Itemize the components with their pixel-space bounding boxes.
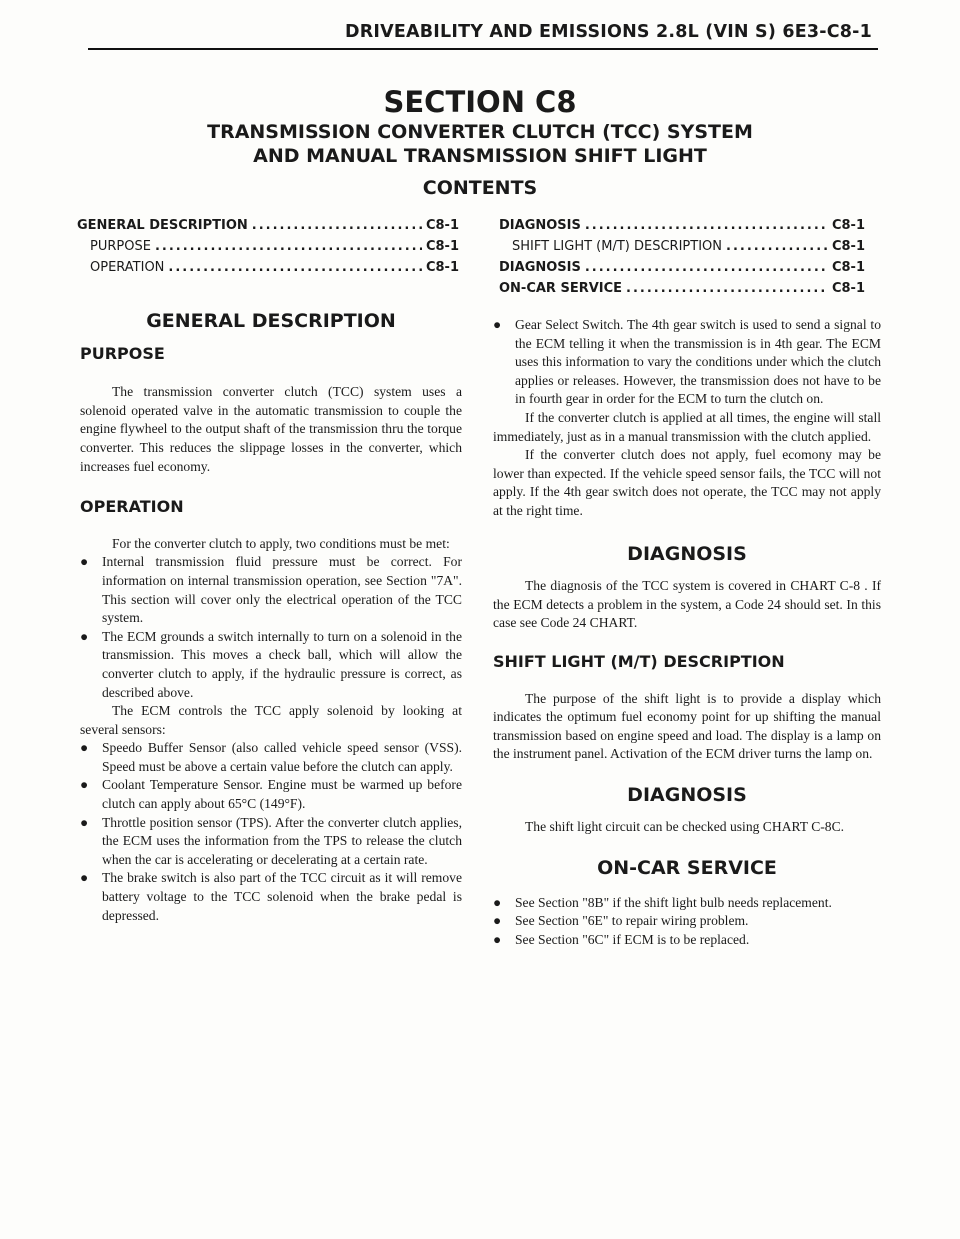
bullet-text: See Section "6E" to repair wiring problem.: [515, 913, 749, 929]
shift-light-heading: SHIFT LIGHT (M/T) DESCRIPTION: [493, 651, 785, 671]
on-car-service-heading: ON-CAR SERVICE: [597, 857, 777, 880]
document-title-line2: AND MANUAL TRANSMISSION SHIFT LIGHT: [253, 145, 707, 167]
section-title: SECTION C8: [383, 85, 577, 119]
toc-dot-leader: [626, 281, 828, 296]
toc-item-diagnosis[interactable]: [499, 218, 865, 239]
toc-item-page: C8-1: [425, 218, 459, 233]
toc-item-label: DIAGNOSIS: [499, 218, 581, 233]
toc-item-page: C8-1: [831, 260, 865, 275]
toc-item-on-car-service[interactable]: [499, 281, 865, 302]
bullet-item: [493, 931, 881, 950]
bullet-text: Internal transmission fluid pressure must be correct. For information on internal transmission operation, see Section "7A". This section will cover only the electrical operation of the TCC system.: [102, 554, 462, 626]
toc-item-page: C8-1: [831, 281, 865, 296]
toc-item-label: PURPOSE: [90, 239, 151, 254]
toc-dot-leader: [585, 218, 828, 233]
toc-item-purpose[interactable]: [77, 239, 459, 260]
bullet-item: [80, 814, 462, 870]
toc-item-label: ON-CAR SERVICE: [499, 281, 623, 296]
bullet-icon: ●: [80, 740, 89, 756]
toc-dot-leader: [252, 218, 422, 233]
bullet-icon: ●: [80, 777, 89, 793]
diagnosis-2-paragraph: The shift light circuit can be checked using CHART C-8C.: [525, 819, 845, 835]
shift-light-paragraph: The purpose of the shift light is to provide a display which indicates the optimum fuel economy point for up shifting the manual transmission based on engine speed and load. The display is a lamp on the instrument panel. Activation of the ECM driver turns the lamp on.: [493, 690, 881, 762]
diagnosis-heading: DIAGNOSIS: [627, 542, 747, 565]
tcc-applied-paragraph: If the converter clutch is applied at all times, the engine will stall immediately, just as in a manual transmission with the clutch applied.: [493, 409, 881, 444]
page-header: DRIVEABILITY AND EMISSIONS 2.8L (VIN S) 6E3-C8-1: [345, 22, 872, 42]
title-block: [0, 84, 960, 202]
bullet-icon: ●: [80, 870, 89, 886]
document-title-line1: TRANSMISSION CONVERTER CLUTCH (TCC) SYSTEM: [207, 121, 753, 143]
sensors-intro: The ECM controls the TCC apply solenoid by looking at several sensors:: [80, 703, 462, 737]
toc-item-label: OPERATION: [90, 260, 165, 275]
toc-item-operation[interactable]: [77, 260, 459, 281]
toc-item-label: DIAGNOSIS: [499, 260, 581, 275]
contents-title: CONTENTS: [422, 177, 538, 199]
purpose-paragraph: The transmission converter clutch (TCC) system uses a solenoid operated valve in the automatic transmission to couple the engine flywheel to the output shaft of the transmission thru the torque converter. This reduces the slippage losses in the converter, which increases fuel economy.: [80, 384, 462, 474]
bullet-item: [80, 628, 462, 702]
toc-item-page: C8-1: [425, 260, 459, 275]
tcc-not-apply-paragraph: If the converter clutch does not apply, fuel ecomony may be lower than expected. If the vehicle speed sensor fails, the TCC will not apply. If the 4th gear switch does not operate, the TCC may not apply at the right time.: [493, 447, 881, 518]
bullet-text: See Section "6C" if ECM is to be replaced.: [515, 931, 750, 947]
toc-item-general-description[interactable]: [77, 218, 459, 239]
bullet-icon: ●: [493, 894, 502, 910]
bullet-text: See Section "8B" if the shift light bulb needs replacement.: [515, 894, 832, 910]
operation-intro: For the converter clutch to apply, two conditions must be met:: [112, 535, 450, 551]
bullet-item: [493, 894, 881, 913]
purpose-heading: PURPOSE: [80, 343, 165, 363]
bullet-text: The brake switch is also part of the TCC circuit as it will remove battery voltage to the TCC solenoid when the brake pedal is depressed.: [102, 870, 462, 923]
toc-item-shift-light-description[interactable]: [499, 239, 865, 260]
toc-item-label: GENERAL DESCRIPTION: [77, 218, 248, 233]
bullet-item: [80, 739, 462, 776]
bullet-icon: ●: [80, 554, 89, 570]
bullet-item: [80, 553, 462, 627]
toc-dot-leader: [168, 260, 422, 275]
bullet-item: [493, 912, 881, 931]
operation-heading: OPERATION: [80, 497, 184, 517]
toc-right-column: [499, 218, 865, 302]
diagnosis-paragraph: The diagnosis of the TCC system is covered in CHART C-8 . If the ECM detects a problem in the system, a Code 24 should set. In this case see Code 24 CHART.: [493, 578, 881, 631]
bullet-item: [80, 776, 462, 813]
toc-item-diagnosis-2[interactable]: [499, 260, 865, 281]
toc-left-column: [77, 218, 459, 281]
toc-dot-leader: [155, 239, 422, 254]
toc-item-page: C8-1: [425, 239, 459, 254]
bullet-item: [493, 316, 881, 409]
bullet-text: Gear Select Switch. The 4th gear switch is used to send a signal to the ECM telling it when the transmission is in 4th gear. The ECM uses this information to vary the conditions under which the clutch applies or releases. However, the transmission does not have to be in fourth gear in order for the ECM to turn the clutch on.: [515, 317, 881, 407]
right-column: [493, 312, 881, 949]
bullet-icon: ●: [80, 628, 89, 644]
bullet-text: Throttle position sensor (TPS). After the converter clutch applies, the ECM uses the information from the TPS to release the clutch when the car is accelerating or decelerating at a certain rate.: [102, 814, 462, 867]
bullet-icon: ●: [493, 931, 502, 947]
bullet-text: The ECM grounds a switch internally to turn on a solenoid in the transmission. This moves a check ball, which will allow the converter clutch to apply, if the hydraulic pressure is correct, as described above.: [102, 628, 462, 700]
toc-dot-leader: [585, 260, 828, 275]
toc-item-label: SHIFT LIGHT (M/T) DESCRIPTION: [512, 239, 722, 254]
toc-item-page: C8-1: [831, 239, 865, 254]
toc-dot-leader: [726, 239, 828, 254]
general-description-heading: GENERAL DESCRIPTION: [146, 310, 396, 332]
left-column: [80, 312, 462, 925]
bullet-icon: ●: [493, 913, 502, 929]
bullet-text: Coolant Temperature Sensor. Engine must be warmed up before clutch can apply about 65°C (149°F).: [102, 777, 462, 812]
bullet-item: [80, 869, 462, 925]
diagnosis-2-heading: DIAGNOSIS: [627, 783, 747, 806]
bullet-icon: ●: [493, 317, 502, 332]
toc-item-page: C8-1: [831, 218, 865, 233]
bullet-text: Speedo Buffer Sensor (also called vehicle speed sensor (VSS). Speed must be above a certain value before the clutch can apply.: [102, 740, 462, 774]
bullet-icon: ●: [80, 814, 89, 830]
header-rule: [88, 48, 878, 50]
